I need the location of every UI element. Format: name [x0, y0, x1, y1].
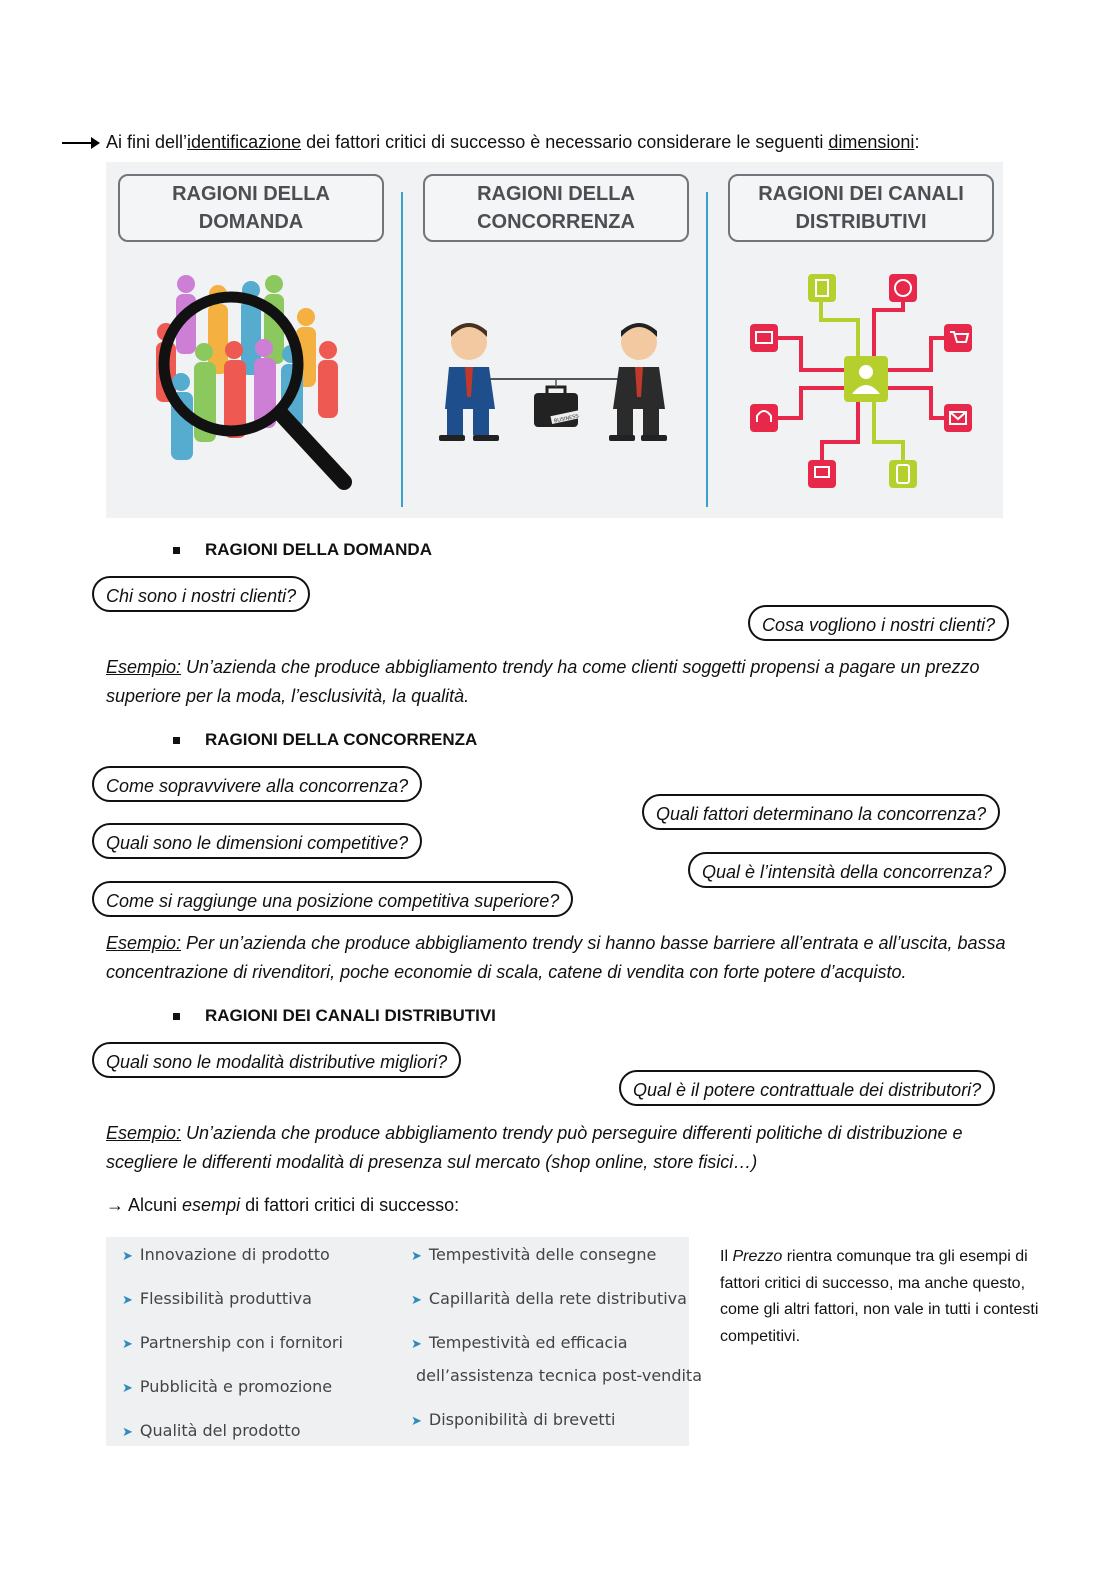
arrow-bullet-icon: ➤: [122, 1337, 133, 1352]
headset-icon: [750, 404, 778, 432]
example-label: Esempio:: [106, 657, 182, 677]
question-bubble: Come sopravvivere alla concorrenza?: [92, 766, 422, 802]
factor-text: Qualità del prodotto: [139, 1421, 301, 1440]
example-domanda: [106, 653, 1006, 711]
factor-text: Capillarità della rete distributiva: [428, 1289, 687, 1308]
arrow-bullet-icon: ➤: [411, 1337, 422, 1352]
arrow-bullet-icon: ➤: [411, 1293, 422, 1308]
success-factors-box: [106, 1237, 702, 1446]
arrow-bullet-icon: ➤: [122, 1425, 133, 1440]
price-note: [720, 1244, 1060, 1350]
example-text: Per un’azienda che produce abbigliamento trendy si hanno basse barriere all’entrata e all’uscita, bassa concentrazione di rivenditori, poche economie di scala, catene di vendita con forte potere d’acquisto.: [106, 933, 1006, 982]
bullet: [173, 547, 180, 554]
factor-text: Tempestività delle consegne: [428, 1245, 657, 1264]
arrow-bullet-icon: ➤: [122, 1293, 133, 1308]
question-bubble: Qual è l’intensità della concorrenza?: [688, 852, 1006, 888]
bullet: [173, 1013, 180, 1020]
divider: [706, 192, 708, 507]
box-line: DISTRIBUTIVI: [795, 211, 927, 233]
intro-text-3: :: [914, 132, 920, 152]
question-bubble: Qual è il potere contrattuale dei distributori?: [619, 1070, 995, 1106]
factor-item: [411, 1333, 628, 1352]
factor-item: [122, 1377, 332, 1396]
distribution-network-illustration: [746, 270, 986, 492]
header-box-canali: [728, 174, 994, 242]
arrow-bullet-icon: ➤: [411, 1414, 422, 1429]
box-line: CONCORRENZA: [477, 211, 635, 233]
heading-emphasis: esempi: [182, 1195, 241, 1215]
factor-text: Flessibilità produttiva: [139, 1289, 312, 1308]
factor-text: Tempestività ed efficacia: [428, 1333, 628, 1352]
factor-text: dell’assistenza tecnica post-vendita: [416, 1366, 702, 1385]
question-bubble: Chi sono i nostri clienti?: [92, 576, 310, 612]
note-text: rientra comunque tra gli esempi di fattori critici di successo, ma anche questo, come gli altri fattori, non vale in tutti i contesti competitivi.: [720, 1248, 1039, 1345]
intro-line: [62, 132, 919, 153]
box-line: RAGIONI DELLA: [477, 183, 635, 205]
arrow-bullet-icon: ➤: [411, 1249, 422, 1264]
section-title-concorrenza: RAGIONI DELLA CONCORRENZA: [205, 730, 478, 749]
document-icon: [808, 274, 836, 302]
section-title-domanda: RAGIONI DELLA DOMANDA: [205, 540, 432, 559]
example-concorrenza: [106, 929, 1006, 987]
section-title-canali: RAGIONI DEI CANALI DISTRIBUTIVI: [205, 1006, 496, 1025]
question-bubble: Quali fattori determinano la concorrenza?: [642, 794, 1000, 830]
box-line: RAGIONI DELLA: [172, 183, 330, 205]
example-canali: [106, 1119, 1006, 1177]
arrow-bullet-icon: ➤: [122, 1381, 133, 1396]
example-text: Un’azienda che produce abbigliamento trendy può perseguire differenti politiche di distribuzione e scegliere le differenti modalità di presenza sul mercato (shop online, store fisici…): [106, 1123, 963, 1172]
note-emphasis: Prezzo: [732, 1248, 783, 1265]
question-bubble: Cosa vogliono i nostri clienti?: [748, 605, 1009, 641]
factor-item: [122, 1245, 330, 1264]
briefcase-label: BUSINESS: [553, 413, 580, 425]
question-bubble: Quali sono le modalità distributive migliori?: [92, 1042, 461, 1078]
factor-text: Disponibilità di brevetti: [428, 1410, 616, 1429]
arrow-right-icon: →: [106, 1195, 124, 1215]
divider: [401, 192, 403, 507]
example-label: Esempio:: [106, 933, 182, 953]
factor-text: Partnership con i fornitori: [139, 1333, 343, 1352]
heading-text: di fattori critici di successo:: [240, 1195, 460, 1215]
crowd-magnifier-illustration: [146, 272, 376, 497]
box-line: DOMANDA: [198, 211, 304, 233]
monitor-icon: [750, 324, 778, 352]
intro-underlined-2: dimensioni: [828, 132, 915, 152]
factor-item-continuation: [416, 1366, 702, 1385]
businessmen-tug-of-war-illustration: [429, 317, 679, 447]
question-bubble: Quali sono le dimensioni competitive?: [92, 823, 422, 859]
examples-heading: [106, 1195, 459, 1216]
intro-underlined-1: identificazione: [187, 132, 302, 152]
factor-item: [122, 1421, 300, 1440]
box-line: RAGIONI DEI CANALI: [758, 183, 964, 205]
example-text: Un’azienda che produce abbigliamento trendy ha come clienti soggetti propensi a pagare un prezzo superiore per la moda, l’esclusività, la qualità.: [106, 657, 980, 706]
globe-icon: [889, 274, 917, 302]
factor-item: [411, 1245, 656, 1264]
note-text: Il: [720, 1248, 733, 1265]
factor-item: [122, 1333, 343, 1352]
factor-text: Innovazione di prodotto: [139, 1245, 330, 1264]
intro-text-1: Ai fini dell’: [106, 132, 188, 152]
example-label: Esempio:: [106, 1123, 182, 1143]
question-bubble: Come si raggiunge una posizione competitiva superiore?: [92, 881, 573, 917]
heading-text: Alcuni: [124, 1195, 183, 1215]
factor-item: [411, 1410, 615, 1429]
factor-item: [122, 1289, 312, 1308]
arrow-bullet-icon: ➤: [122, 1249, 133, 1264]
laptop-icon: [808, 460, 836, 488]
arrow-right-icon: [62, 142, 98, 144]
intro-text-2: dei fattori critici di successo è necessario considerare le seguenti: [301, 132, 829, 152]
bullet: [173, 737, 180, 744]
header-box-domanda: [118, 174, 384, 242]
factor-text: Pubblicità e promozione: [139, 1377, 333, 1396]
factor-item: [411, 1289, 687, 1308]
header-box-concorrenza: [423, 174, 689, 242]
dimensions-infographic: [106, 162, 1003, 518]
